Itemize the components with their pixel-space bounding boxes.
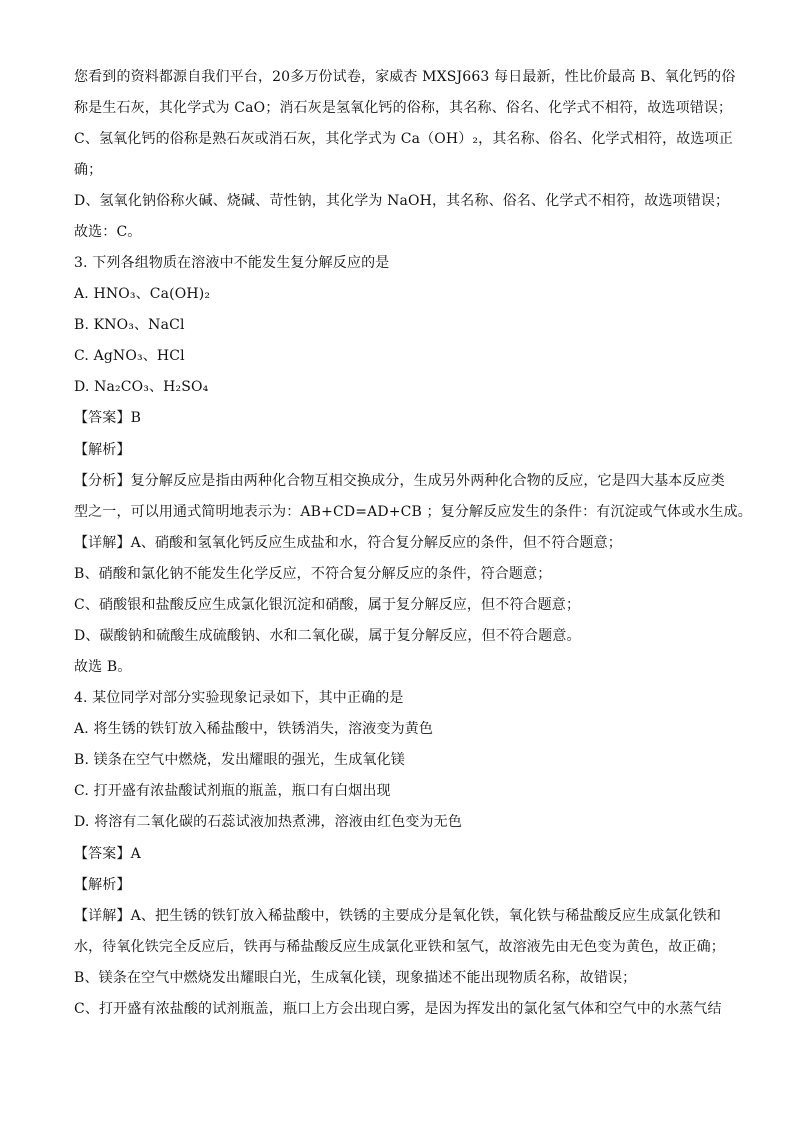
text-line: 【分析】复分解反应是指由两种化合物互相交换成分，生成另外两种化合物的反应，它是四大基本反应类 <box>74 473 725 489</box>
text-line: 称是生石灰，其化学式为 CaO；消石灰是氢氧化钙的俗称，其名称、俗名、化学式不相符，故选项错误； <box>74 100 733 116</box>
text-line: B、镁条在空气中燃烧发出耀眼白光，生成氧化镁，现象描述不能出现物质名称，故错误； <box>74 970 637 986</box>
text-line: D、碳酸钠和硫酸生成硫酸钠、水和二氧化碳，属于复分解反应，但不符合题意。 <box>74 628 581 644</box>
option-a: A. 将生锈的铁钉放入稀盐酸中，铁锈消失，溶液变为黄色 <box>74 721 434 737</box>
text-line: 确； <box>74 162 103 178</box>
text-line: C、氢氧化钙的俗称是熟石灰或消石灰，其化学式为 Ca（OH）₂，其名称、俗名、化学式相符，故选项正 <box>74 131 733 147</box>
option-b: B. KNO₃、NaCl <box>74 317 185 333</box>
option-c: C. 打开盛有浓盐酸试剂瓶的瓶盖，瓶口有白烟出现 <box>74 783 391 799</box>
text-line: 您看到的资料都源自我们平台，20多万份试卷，家威杏 MXSJ663 每日最新，性比价最高 B、氧化钙的俗 <box>74 69 736 85</box>
question-4-stem: 4. 某位同学对部分实验现象记录如下，其中正确的是 <box>74 690 404 706</box>
text-line: 【详解】A、把生锈的铁钉放入稀盐酸中，铁锈的主要成分是氧化铁，氧化铁与稀盐酸反应生成氯化铁和 <box>74 908 722 924</box>
text-line: 故选 B。 <box>74 659 132 675</box>
analysis-label: 【解析】 <box>74 442 131 458</box>
text-line: 型之一，可以用通式简明地表示为：AB+CD=AD+CB ；复分解反应发生的条件：有沉淀或气体或水生成。 <box>74 504 752 520</box>
option-b: B. 镁条在空气中燃烧，发出耀眼的强光，生成氧化镁 <box>74 752 405 768</box>
option-c: C. AgNO₃、HCl <box>74 348 185 364</box>
answer-label: 【答案】A <box>74 846 141 862</box>
text-line: 【详解】A、硝酸和氢氧化钙反应生成盐和水，符合复分解反应的条件，但不符合题意； <box>74 535 622 551</box>
text-line: C、打开盛有浓盐酸的试剂瓶盖，瓶口上方会出现白雾，是因为挥发出的氯化氢气体和空气中的水蒸气结 <box>74 1001 722 1017</box>
question-3-stem: 3. 下列各组物质在溶液中不能发生复分解反应的是 <box>74 255 390 271</box>
answer-label: 【答案】B <box>74 410 142 426</box>
option-d: D. 将溶有二氧化碳的石蕊试液加热煮沸，溶液由红色变为无色 <box>74 814 462 830</box>
option-d: D. Na₂CO₃、H₂SO₄ <box>74 379 209 395</box>
option-a: A. HNO₃、Ca(OH)₂ <box>74 286 211 302</box>
analysis-label: 【解析】 <box>74 877 131 893</box>
text-line: D、氢氧化钠俗称火碱、烧碱、苛性钠，其化学为 NaOH，其名称、俗名、化学式不相符，故选项错误； <box>74 193 730 209</box>
text-line: B、硝酸和氯化钠不能发生化学反应，不符合复分解反应的条件，符合题意； <box>74 566 552 582</box>
text-line: C、硝酸银和盐酸反应生成氯化银沉淀和硝酸，属于复分解反应，但不符合题意； <box>74 597 581 613</box>
text-line: 故选：C。 <box>74 224 142 240</box>
text-line: 水，待氧化铁完全反应后，铁再与稀盐酸反应生成氯化亚铁和氢气，故溶液先由无色变为黄色，故正确； <box>74 939 725 955</box>
